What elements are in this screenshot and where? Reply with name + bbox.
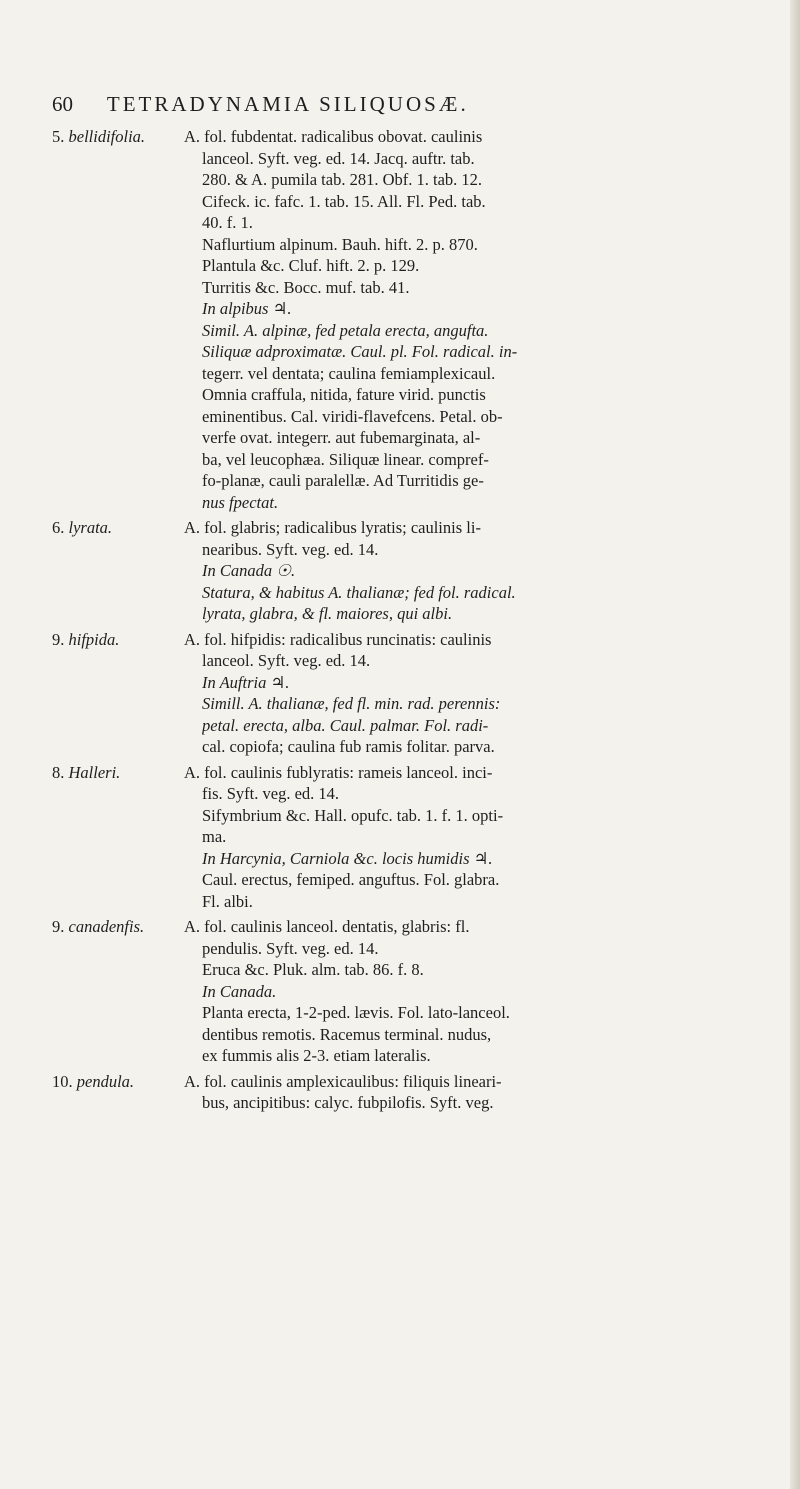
description-line: Planta erecta, 1-2-ped. lævis. Fol. lato-lanceol. <box>202 1003 510 1022</box>
description-line: A. fol. caulinis lanceol. dentatis, glabris: fl. <box>184 917 470 936</box>
description-line: Fl. albi. <box>202 891 253 911</box>
description-line: ma. <box>202 827 227 846</box>
species-number: 5. <box>52 127 65 146</box>
description-line: tegerr. vel dentata; caulina femiamplexicaul. <box>202 363 496 383</box>
description-line: Turritis &c. Bocc. muf. tab. 41. <box>202 277 410 297</box>
species-epithet: pendula. <box>76 1071 135 1091</box>
species-entry <box>52 1071 772 1114</box>
species-name <box>52 916 170 938</box>
description-line: A. fol. hifpidis: radicalibus runcinatis: caulinis <box>184 629 492 649</box>
description-line: petal. erecta, alba. Caul. palmar. Fol. radi- <box>202 715 489 735</box>
species-entry <box>52 126 772 513</box>
description-line: ex fummis alis 2-3. etiam lateralis. <box>202 1046 431 1065</box>
species-number: 8. <box>52 762 65 782</box>
species-number: 9. <box>52 917 65 936</box>
description-line: In Canada ☉. <box>202 561 296 580</box>
species-entry <box>52 517 772 625</box>
description-line: A. fol. caulinis fublyratis: rameis lanceol. inci- <box>184 762 493 782</box>
description-line: In Canada. <box>202 981 277 1001</box>
species-description <box>184 126 800 513</box>
species-epithet: lyrata. <box>68 518 113 537</box>
species-entry <box>52 762 772 913</box>
species-description <box>184 762 800 913</box>
description-line: Simill. A. thalianæ, fed fl. min. rad. perennis: <box>202 694 501 713</box>
description-line: A. fol. caulinis amplexicaulibus: filiquis lineari- <box>184 1071 502 1091</box>
description-line: fis. Syft. veg. ed. 14. <box>202 784 340 803</box>
species-name <box>52 762 170 784</box>
species-name <box>52 126 170 148</box>
species-epithet: bellidifolia. <box>68 127 146 146</box>
species-number: 6. <box>52 518 65 537</box>
description-line: Naflurtium alpinum. Bauh. hift. 2. p. 870. <box>202 234 478 254</box>
species-entries <box>52 126 772 1118</box>
description-line: Simil. A. alpinæ, fed petala erecta, angufta. <box>202 320 489 340</box>
species-epithet: hifpida. <box>68 629 120 649</box>
description-line: Caul. erectus, femiped. anguftus. Fol. glabra. <box>202 870 500 889</box>
description-line: 280. & A. pumila tab. 281. Obf. 1. tab. 12. <box>202 170 483 189</box>
description-line: fo-planæ, cauli paralellæ. Ad Turritidis ge- <box>202 471 484 490</box>
species-epithet: canadenfis. <box>68 917 145 936</box>
species-number: 9. <box>52 629 65 649</box>
description-line: cal. copiofa; caulina fub ramis folitar. parva. <box>202 737 495 756</box>
description-line: lyrata, glabra, & fl. maiores, qui albi. <box>202 604 453 623</box>
description-line: eminentibus. Cal. viridi-flavefcens. Petal. ob- <box>202 406 503 426</box>
description-line: nus fpectat. <box>202 492 279 512</box>
description-line: In Auftria ♃. <box>202 672 290 692</box>
description-line: bus, ancipitibus: calyc. fubpilofis. Syft. veg. <box>202 1093 494 1112</box>
description-line: 40. f. 1. <box>202 213 253 232</box>
description-line: Cifeck. ic. fafc. 1. tab. 15. All. Fl. Ped. tab. <box>202 191 486 211</box>
description-line: Eruca &c. Pluk. alm. tab. 86. f. 8. <box>202 960 424 979</box>
page-number: 60 <box>52 92 73 116</box>
description-line: A. fol. fubdentat. radicalibus obovat. caulinis <box>184 127 483 146</box>
description-line: pendulis. Syft. veg. ed. 14. <box>202 938 379 958</box>
running-title: TETRADYNAMIA SILIQUOSÆ. <box>106 92 469 116</box>
description-line: Sifymbrium &c. Hall. opufc. tab. 1. f. 1. opti- <box>202 805 504 825</box>
species-entry <box>52 629 772 758</box>
description-line: Plantula &c. Cluf. hift. 2. p. 129. <box>202 256 420 275</box>
description-line: dentibus remotis. Racemus terminal. nudus, <box>202 1024 492 1044</box>
description-line: Statura, & habitus A. thalianæ; fed fol. radical. <box>202 582 516 602</box>
description-line: lanceol. Syft. veg. ed. 14. <box>202 651 371 670</box>
description-line: ba, vel leucophæa. Siliquæ linear. compref- <box>202 449 489 469</box>
species-number: 10. <box>52 1071 73 1091</box>
description-line: lanceol. Syft. veg. ed. 14. Jacq. auftr. tab. <box>202 148 475 168</box>
page-header <box>52 92 752 117</box>
description-line: Omnia craffula, nitida, fature virid. punctis <box>202 385 486 404</box>
species-name <box>52 629 170 651</box>
description-line: verfe ovat. integerr. aut fubemarginata, al- <box>202 428 481 447</box>
species-entry <box>52 916 772 1067</box>
species-description <box>184 1071 800 1114</box>
species-description <box>184 629 800 758</box>
description-line: In alpibus ♃. <box>202 299 292 318</box>
species-epithet: Halleri. <box>68 762 121 782</box>
species-name <box>52 517 170 539</box>
description-line: In Harcynia, Carniola &c. locis humidis ♃. <box>202 848 493 868</box>
description-line: Siliquæ adproximatæ. Caul. pl. Fol. radical. in- <box>202 342 518 361</box>
species-name <box>52 1071 170 1093</box>
species-description <box>184 517 800 625</box>
description-line: A. fol. glabris; radicalibus lyratis; caulinis li- <box>184 518 481 537</box>
description-line: nearibus. Syft. veg. ed. 14. <box>202 539 379 559</box>
species-description <box>184 916 800 1067</box>
